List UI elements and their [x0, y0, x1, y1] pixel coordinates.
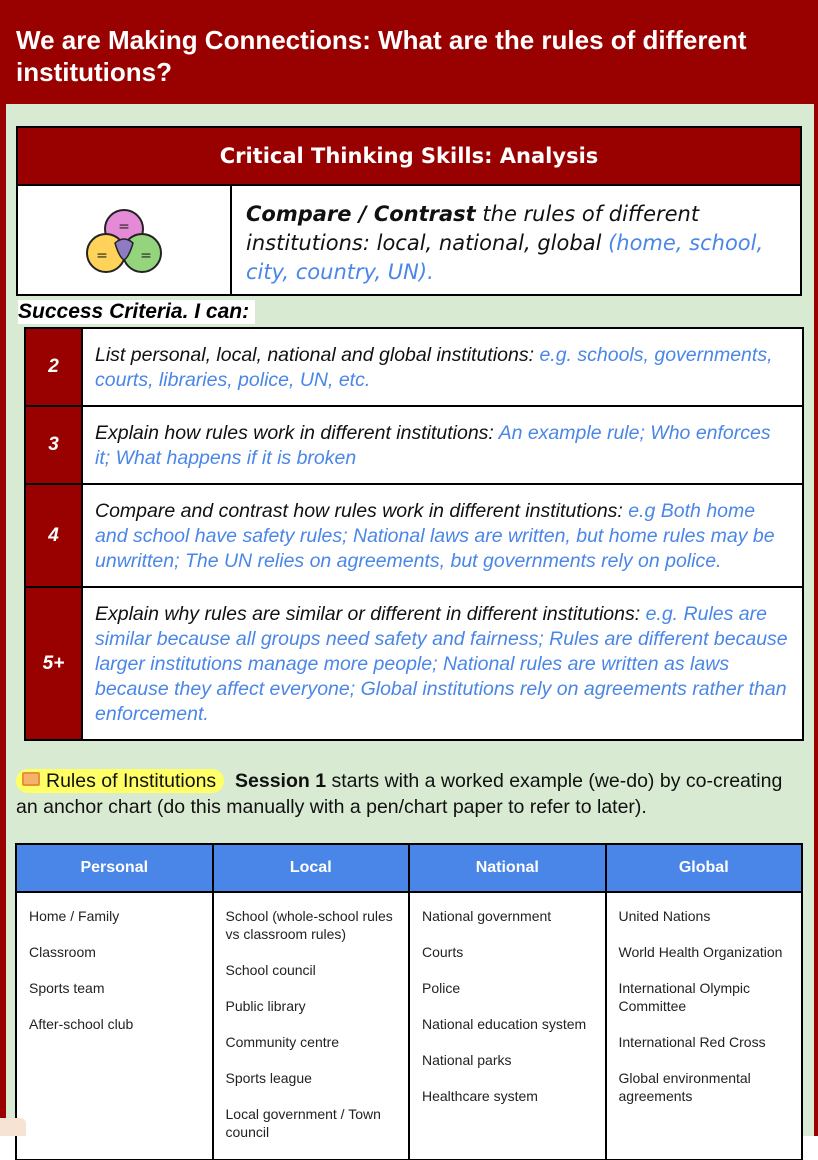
level-label: 5+: [26, 588, 83, 739]
column-header-local: Local: [213, 844, 410, 892]
criteria-row: [26, 407, 802, 485]
session-label: Session 1: [235, 770, 327, 792]
institutions-table: [15, 843, 803, 1160]
corner-tab[interactable]: [0, 1118, 26, 1136]
skills-heading: Critical Thinking Skills: Analysis: [18, 128, 800, 186]
list-item: National education system: [422, 1016, 587, 1032]
list-item: Classroom: [29, 944, 96, 960]
skills-description: Compare / Contrast the rules of different institutions: local, national, global (home, school, city, country, UN).: [246, 202, 764, 284]
list-item: After-school club: [29, 1016, 134, 1032]
list-item: Global environmental agreements: [618, 1070, 751, 1104]
list-item: Police: [422, 980, 461, 996]
criteria-row: [26, 485, 802, 588]
criteria-row: [26, 329, 802, 407]
list-item: United Nations: [618, 908, 711, 924]
svg-text:=: =: [118, 219, 130, 235]
success-criteria-table: [24, 327, 804, 741]
level-label: 3: [26, 407, 83, 483]
global-column: [606, 892, 803, 1160]
skills-box: [16, 126, 802, 296]
list-item: National government: [422, 908, 552, 924]
page-title: We are Making Connections: What are the rules of different institutions?: [16, 25, 747, 87]
column-header-national: National: [409, 844, 606, 892]
list-item: Sports team: [29, 980, 105, 996]
column-header-personal: Personal: [16, 844, 213, 892]
column-header-global: Global: [606, 844, 803, 892]
list-item: Sports league: [225, 1070, 312, 1086]
list-item: International Olympic Committee: [618, 980, 751, 1014]
criteria-text: Compare and contrast how rules work in different institutions: e.g Both home and school have safety rules; National laws are written, but home rules may be unwritten; The UN relies on agreements, but governments rely on police.: [95, 500, 775, 572]
criteria-text: Explain why rules are similar or different in different institutions: e.g. Rules are similar because all groups need safety and fairness; Rules are different because larger institutions manage more people; National rules are written as laws because they affect everyone; Global institutions rely on agreements rather than enforcement.: [95, 603, 788, 725]
list-item: Public library: [225, 998, 306, 1014]
criteria-text: Explain how rules work in different institutions: An example rule; Who enforces it; What happens if it is broken: [95, 422, 771, 469]
list-item: Local government / Town council: [225, 1106, 381, 1140]
session-text: starts with a worked example (we-do) by co-creating an anchor chart (do this manually with a pen/chart paper to refer to later).: [16, 770, 783, 818]
venn-diagram-icon: [81, 205, 167, 277]
list-item: Healthcare system: [422, 1088, 538, 1104]
level-label: 4: [26, 485, 83, 586]
svg-text:=: =: [140, 248, 152, 264]
criteria-row: [26, 588, 802, 739]
session-paragraph: [16, 768, 806, 820]
venn-cell: [18, 186, 232, 296]
level-label: 2: [26, 329, 83, 405]
list-item: World Health Organization: [618, 944, 783, 960]
svg-text:=: =: [96, 248, 108, 264]
criteria-text: List personal, local, national and global institutions: e.g. schools, governments, courts, libraries, police, UN, etc.: [95, 344, 773, 391]
personal-column: [16, 892, 213, 1160]
list-item: National parks: [422, 1052, 512, 1068]
national-column: [409, 892, 606, 1160]
list-item: Courts: [422, 944, 464, 960]
list-item: International Red Cross: [618, 1034, 766, 1050]
success-criteria-title: Success Criteria. I can:: [18, 300, 255, 324]
slides-icon: [22, 772, 40, 786]
slides-chip[interactable]: Rules of Institutions: [16, 769, 224, 793]
local-column: [213, 892, 410, 1160]
list-item: Home / Family: [29, 908, 120, 924]
list-item: School (whole-school rules vs classroom rules): [225, 908, 393, 942]
list-item: Community centre: [225, 1034, 340, 1050]
list-item: School council: [225, 962, 316, 978]
